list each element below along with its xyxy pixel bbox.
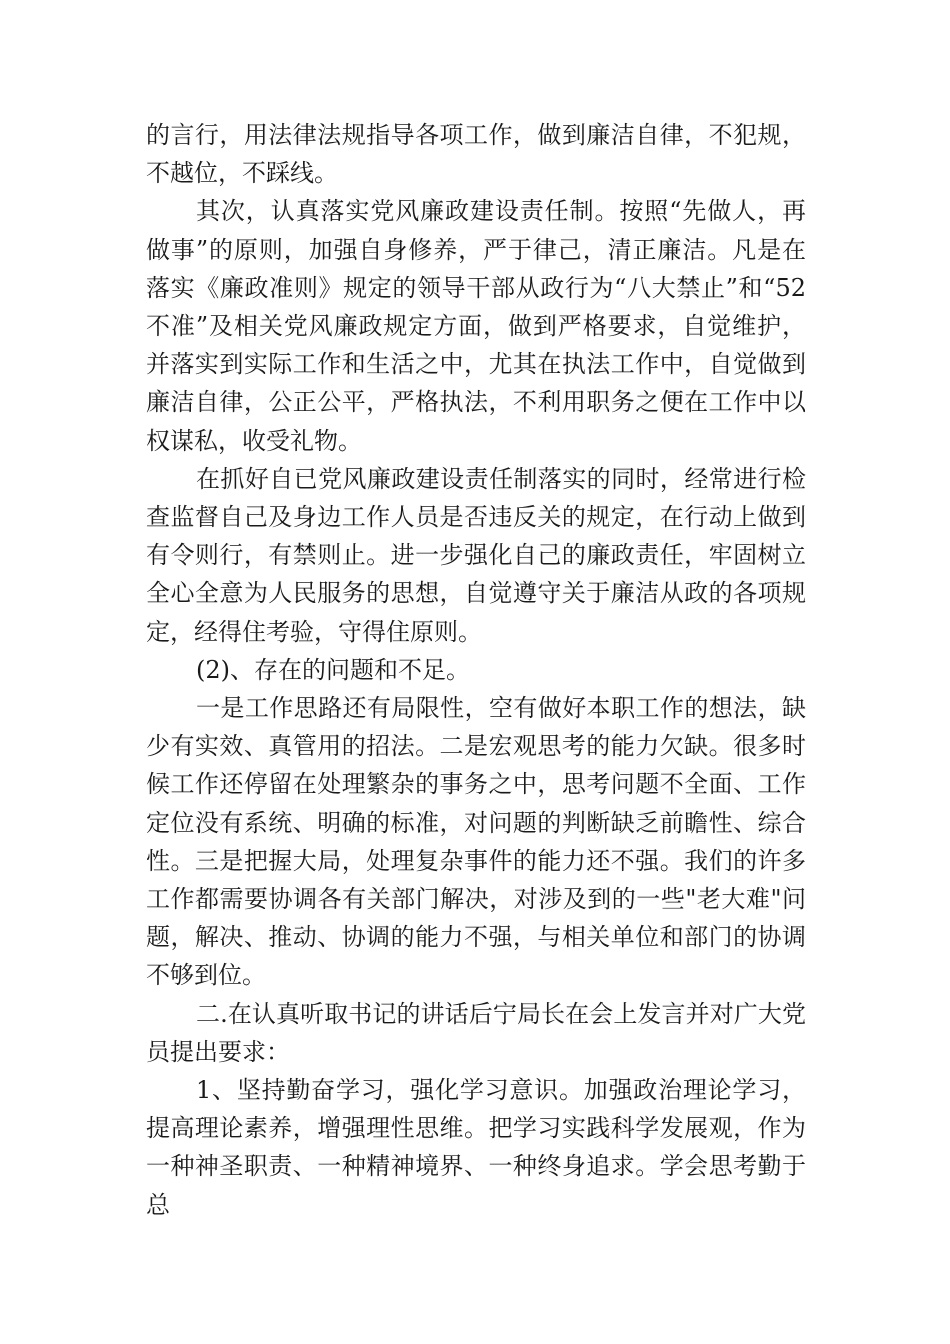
document-page xyxy=(146,116,806,1224)
paragraph-self-supervision: 在抓好自已党风廉政建设责任制落实的同时，经常进行检查监督自己及身边工作人员是否违反关的规定，在行动上做到有令则行，有禁则止。进一步强化自己的廉政责任，牢固树立全心全意为人民服务的思想，自觉遵守关于廉洁从政的各项规定，经得住考验，守得住原则。 xyxy=(146,464,806,646)
paragraph-requirement-study: 1、坚持勤奋学习，强化学习意识。加强政治理论学习，提高理论素养，增强理性思维。把学习实践科学发展观，作为一种神圣职责、一种精神境界、一种终身追求。学会思考勤于总 xyxy=(146,1076,806,1219)
section-heading-requirements: 二.在认真听取书记的讲话后宁局长在会上发言并对广大党员提出要求： xyxy=(146,999,806,1066)
section-heading-problems: (2)、存在的问题和不足。 xyxy=(196,655,470,684)
paragraph-problems-list: 一是工作思路还有局限性，空有做好本职工作的想法，缺少有实效、真管用的招法。二是宏观思考的能力欠缺。很多时候工作还停留在处理繁杂的事务之中，思考问题不全面、工作定位没有系统、明确的标准，对问题的判断缺乏前瞻性、综合性。三是把握大局，处理复杂事件的能力还不强。我们的许多工作都需要协调各有关部门解决，对涉及到的一些"老大难"问题，解决、推动、协调的能力不强，与相关单位和部门的协调不够到位。 xyxy=(146,694,806,990)
paragraph-responsibility-system: 其次，认真落实党风廉政建设责任制。按照“先做人，再做事”的原则，加强自身修养，严于律己，清正廉洁。凡是在落实《廉政准则》规定的领导干部从政行为“八大禁止”和“52不准”及相关党风廉政规定方面，做到严格要求，自觉维护，并落实到实际工作和生活之中，尤其在执法工作中，自觉做到廉洁自律，公正公平，严格执法，不利用职务之便在工作中以权谋私，收受礼物。 xyxy=(146,197,806,455)
paragraph-continuation: 的言行，用法律法规指导各项工作，做到廉洁自律，不犯规，不越位，不踩线。 xyxy=(146,121,806,188)
